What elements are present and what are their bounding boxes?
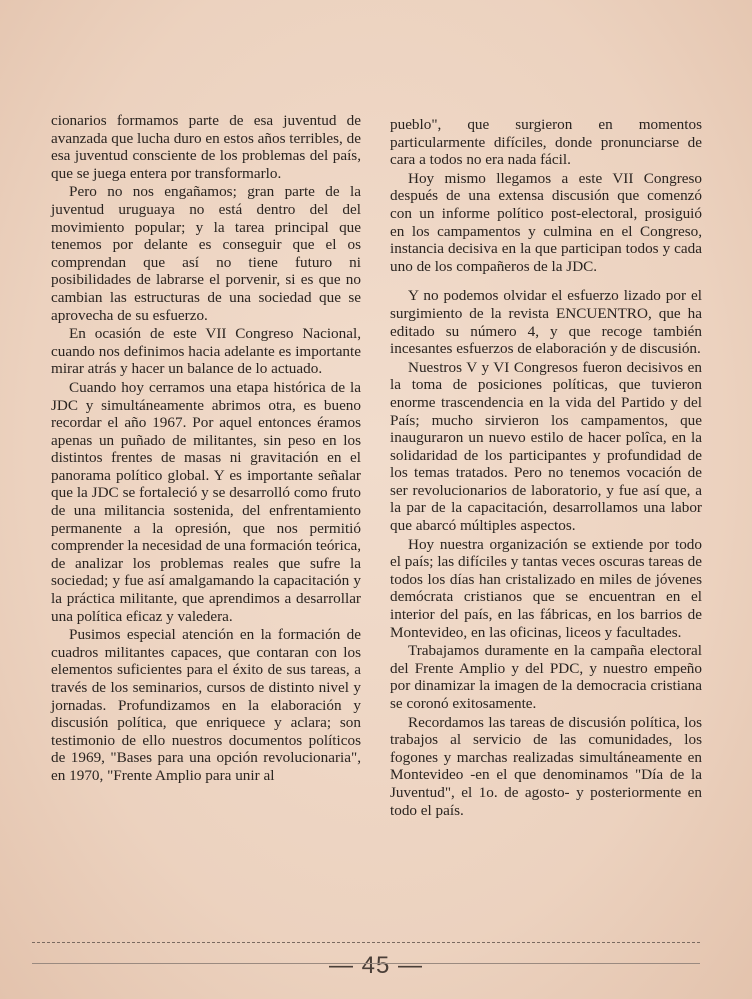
paragraph: Cuando hoy cerramos una etapa histórica de la JDC y simultáneamente abrimos otra, es bueno recordar el año 1967. Por aquel entonces éramos apenas un puñado de militantes, sin peso en los distintos frentes de masas ni gravitación en el panorama político global. Y es importante señalar que la JDC se fortaleció y se desarrolló como fruto de una militancia sostenida, del enfrentamiento permanente a la opresión, que nos permitió comprender la necesidad de una formación teórica, de analizar los problemas reales que sufre la sociedad; y fue así amalgamando la capacitación y la práctica militante, que aprendimos a desarrollar una política eficaz y valedera.: [51, 378, 361, 625]
paragraph: Y no podemos olvidar el esfuerzo lizado por el surgimiento de la revista ENCUENTRO, que ha editado su número 4, y que recoge también incesantes esfuerzos de elaboración y de discusión.: [390, 287, 702, 358]
left-column: [51, 112, 361, 785]
page-number: — 45 —: [328, 952, 424, 979]
footer-divider: [32, 963, 700, 964]
footer-divider: [32, 942, 700, 943]
paragraph: cionarios formamos parte de esa juventud de avanzada que lucha duro en estos años terribles, de esa juventud consciente de los problemas del país, que se juega entera por transformarlo.: [51, 112, 361, 182]
paragraph: Nuestros V y VI Congresos fueron decisivos en la toma de posiciones políticas, que tuvieron enorme trascendencia en la vida del Partido y del País; mucho sirvieron los campamentos, que inauguraron un nuevo estilo de hacer polîca, en la solidaridad de los participantes y profundidad de los temas tratados. Pero no tenemos vocación de ser revolucionarios de laboratorio, y fue así que, a la par de la capacitación, desarrollamos una labor que abarcó múltiples aspectos.: [390, 358, 702, 535]
right-column: [390, 116, 702, 819]
paragraph: Trabajamos duramente en la campaña electoral del Frente Amplio y del PDC, y nuestro empeño por dinamizar la imagen de la democracia cristiana se coronó exitosamente.: [390, 642, 702, 712]
paragraph: pueblo", que surgieron en momentos particularmente difíciles, donde pronunciarse de cara a todos no era nada fácil.: [390, 116, 702, 169]
paragraph: Pero no nos engañamos; gran parte de la juventud uruguaya no está dentro del del movimiento popular; y la tarea principal que tenemos por delante es conseguir que el os comprendan que así no tiene futuro ni posibilidades de labrarse el porvenir, si es que no cambian las estructuras de una sociedad que se aprovecha de su esfuerzo.: [51, 183, 361, 324]
paragraph: En ocasión de este VII Congreso Nacional, cuando nos definimos hacia adelante es importante mirar atrás y hacer un balance de lo actuado.: [51, 325, 361, 378]
paragraph: Pusimos especial atención en la formación de cuadros militantes capaces, que contaran con los elementos suficientes para el éxito de sus tareas, a través de los seminarios, cursos de distinto nivel y jornadas. Profundizamos en la elaboración y discusión política, que enriquece y aclara; son testimonio de ello nuestros documentos políticos de 1969, "Bases para una opción revolucionaria", en 1970, "Frente Amplio para unir al: [51, 626, 361, 784]
paragraph: Hoy nuestra organización se extiende por todo el país; las difíciles y tantas veces oscuras tareas de todos los días han cristalizado en miles de jóvenes demócrata cristianos que se encuentran en el interior del país, en las fábricas, en los barrios de Montevideo, en las oficinas, liceos y facultades.: [390, 535, 702, 641]
paragraph: Recordamos las tareas de discusión política, los trabajos al servicio de las comunidades, los fogones y marchas realizadas simultáneamente en Montevideo -en el que denominamos "Día de la Juventud", el 1o. de agosto- y posteriormente en todo el país.: [390, 713, 702, 819]
paragraph: Hoy mismo llegamos a este VII Congreso después de una extensa discusión que comenzó con un informe político post-electoral, prosiguió en los campamentos y culmina en el Congreso, instancia decisiva en la que participan todos y cada uno de los compañeros de la JDC.: [390, 169, 702, 275]
